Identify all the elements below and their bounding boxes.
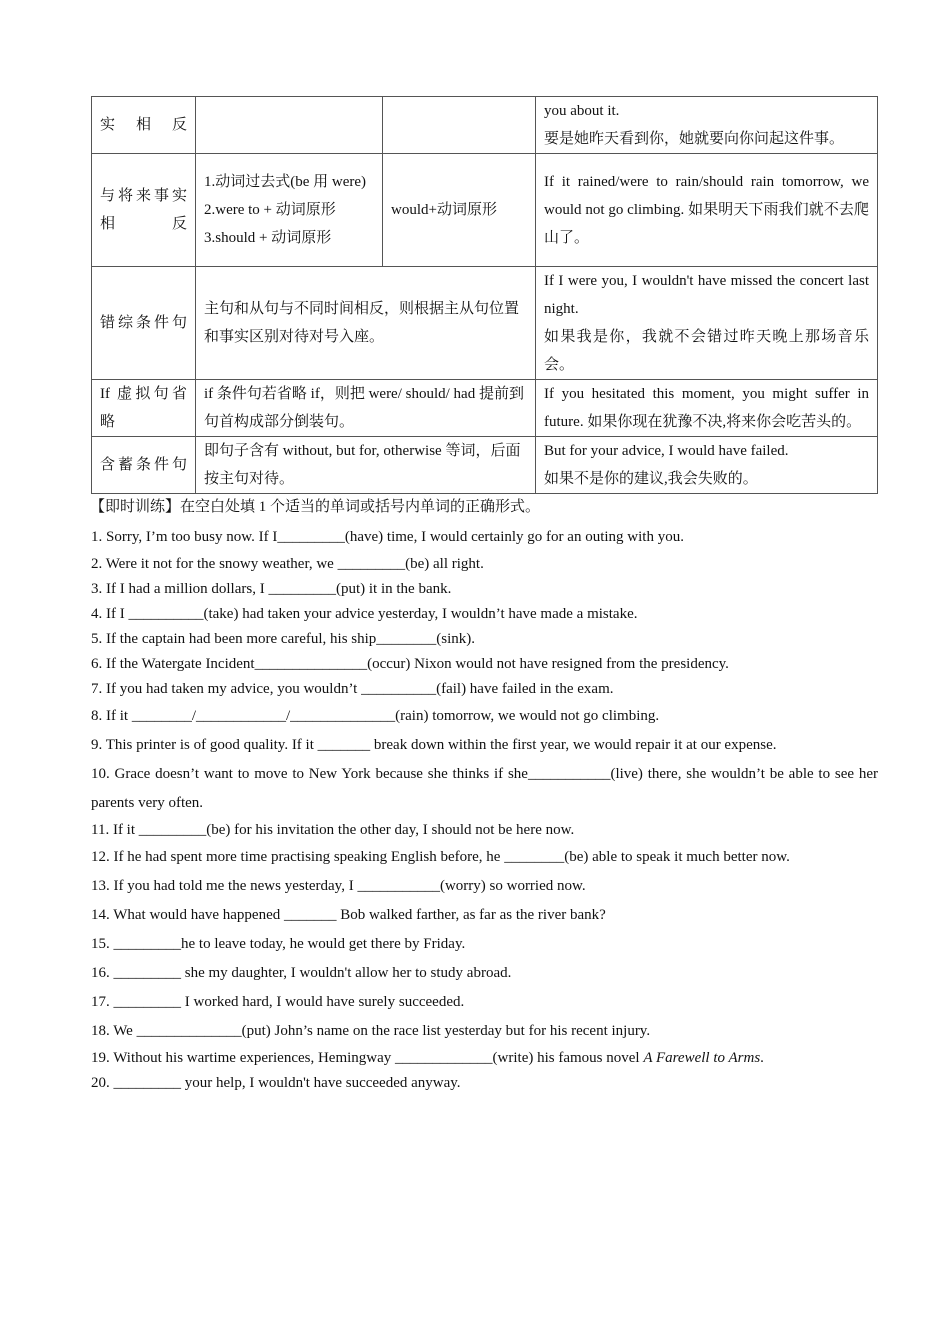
exercise-item: 16. _________ she my daughter, I wouldn't allow her to study abroad.	[91, 965, 512, 981]
table-cell-type: If 虚拟句省略	[92, 380, 196, 437]
exercise-list	[91, 523, 878, 1096]
practice-heading: 【即时训练】在空白处填 1 个适当的单词或括号内单词的正确形式。	[90, 499, 541, 515]
table-cell-rule: 主句和从句与不同时间相反，则根据主从句位置和事实区别对待对号入座。	[196, 267, 536, 380]
condition-line: 1.动词过去式(be 用 were)	[204, 174, 367, 190]
table-cell-example	[536, 437, 878, 494]
table-cell-example: If you hesitated this moment, you might suffer in future. 如果你现在犹豫不决,将来你会吃苦头的。	[536, 380, 878, 437]
table-cell-condition	[196, 97, 383, 154]
exercise-item: 20. _________ your help, I wouldn't have succeeded anyway.	[91, 1075, 461, 1091]
page	[91, 96, 878, 1096]
exercise-item-end: .	[760, 1050, 764, 1066]
exercise-item: 14. What would have happened _______ Bob walked farther, as far as the river bank?	[91, 907, 606, 923]
table-cell-type: 实相反	[92, 97, 196, 154]
exercise-item: 2. Were it not for the snowy weather, we _________(be) all right.	[91, 556, 484, 572]
table-row	[92, 267, 878, 380]
table-cell-example	[536, 97, 878, 154]
exercise-item: 17. _________ I worked hard, I would have surely succeeded.	[91, 994, 465, 1010]
exercise-item: 9. This printer is of good quality. If it _______ break down within the first year, we would repair it at our expense.	[91, 737, 777, 753]
exercise-item: 1. Sorry, I’m too busy now. If I_________(have) time, I would certainly go for an outing with you.	[91, 529, 684, 545]
table-cell-main-clause: would+动词原形	[383, 154, 536, 267]
exercise-item: 15. _________he to leave today, he would get there by Friday.	[91, 936, 466, 952]
exercise-item: 10. Grace doesn’t want to move to New York because she thinks if she___________(live) there, she wouldn’t be able to see her parents very often.	[91, 766, 878, 811]
example-line: 如果我是你，我就不会错过昨天晚上那场音乐会。	[544, 329, 869, 373]
exercise-item: 5. If the captain had been more careful, his ship________(sink).	[91, 631, 476, 647]
table-cell-type: 与将来事实相反	[92, 154, 196, 267]
table-cell-type: 错综条件句	[92, 267, 196, 380]
table-row	[92, 437, 878, 494]
table-cell-example: If it rained/were to rain/should rain tomorrow, we would not go climbing. 如果明天下雨我们就不去爬山了。	[536, 154, 878, 267]
exercise-item: 13. If you had told me the news yesterday, I ___________(worry) so worried now.	[91, 878, 586, 894]
condition-line: 3.should + 动词原形	[204, 230, 332, 246]
example-line: you about it.	[544, 103, 620, 119]
table-cell-type: 含蓄条件句	[92, 437, 196, 494]
example-line: If I were you, I wouldn't have missed the concert last night.	[544, 273, 869, 317]
exercise-item: 8. If it ________/____________/______________(rain) tomorrow, we would not go climbing.	[91, 708, 660, 724]
table-cell-example	[536, 267, 878, 380]
exercise-item: 12. If he had spent more time practising speaking English before, he ________(be) able to speak it much better now.	[91, 849, 790, 865]
table-row	[92, 154, 878, 267]
exercise-item: 6. If the Watergate Incident_______________(occur) Nixon would not have resigned from the presidency.	[91, 656, 729, 672]
table-cell-rule: if 条件句若省略 if，则把 were/ should/ had 提前到句首构成部分倒装句。	[196, 380, 536, 437]
exercise-item: 18. We ______________(put) John’s name on the race list yesterday but for his recent injury.	[91, 1023, 651, 1039]
novel-title: A Farewell to Arms	[643, 1050, 761, 1066]
table-row	[92, 97, 878, 154]
example-line: 如果不是你的建议,我会失败的。	[544, 471, 758, 487]
subjunctive-table	[91, 96, 878, 494]
table-cell-main-clause	[383, 97, 536, 154]
exercise-item-text: 19. Without his wartime experiences, Hemingway _____________(write) his famous novel	[91, 1050, 644, 1066]
exercise-item	[91, 1046, 878, 1071]
condition-line: 2.were to + 动词原形	[204, 202, 336, 218]
example-line: But for your advice, I would have failed.	[544, 443, 789, 459]
exercise-item: 7. If you had taken my advice, you wouldn’t __________(fail) have failed in the exam.	[91, 681, 614, 697]
table-cell-rule: 即句子含有 without, but for, otherwise 等词，后面按主句对待。	[196, 437, 536, 494]
table-row	[92, 380, 878, 437]
exercise-item: 4. If I __________(take) had taken your advice yesterday, I wouldn’t have made a mistake.	[91, 606, 638, 622]
table-cell-condition	[196, 154, 383, 267]
example-line: 要是她昨天看到你，她就要向你问起这件事。	[544, 131, 845, 147]
exercise-item: 3. If I had a million dollars, I _________(put) it in the bank.	[91, 581, 452, 597]
exercise-item: 11. If it _________(be) for his invitation the other day, I should not be here now.	[91, 822, 575, 838]
